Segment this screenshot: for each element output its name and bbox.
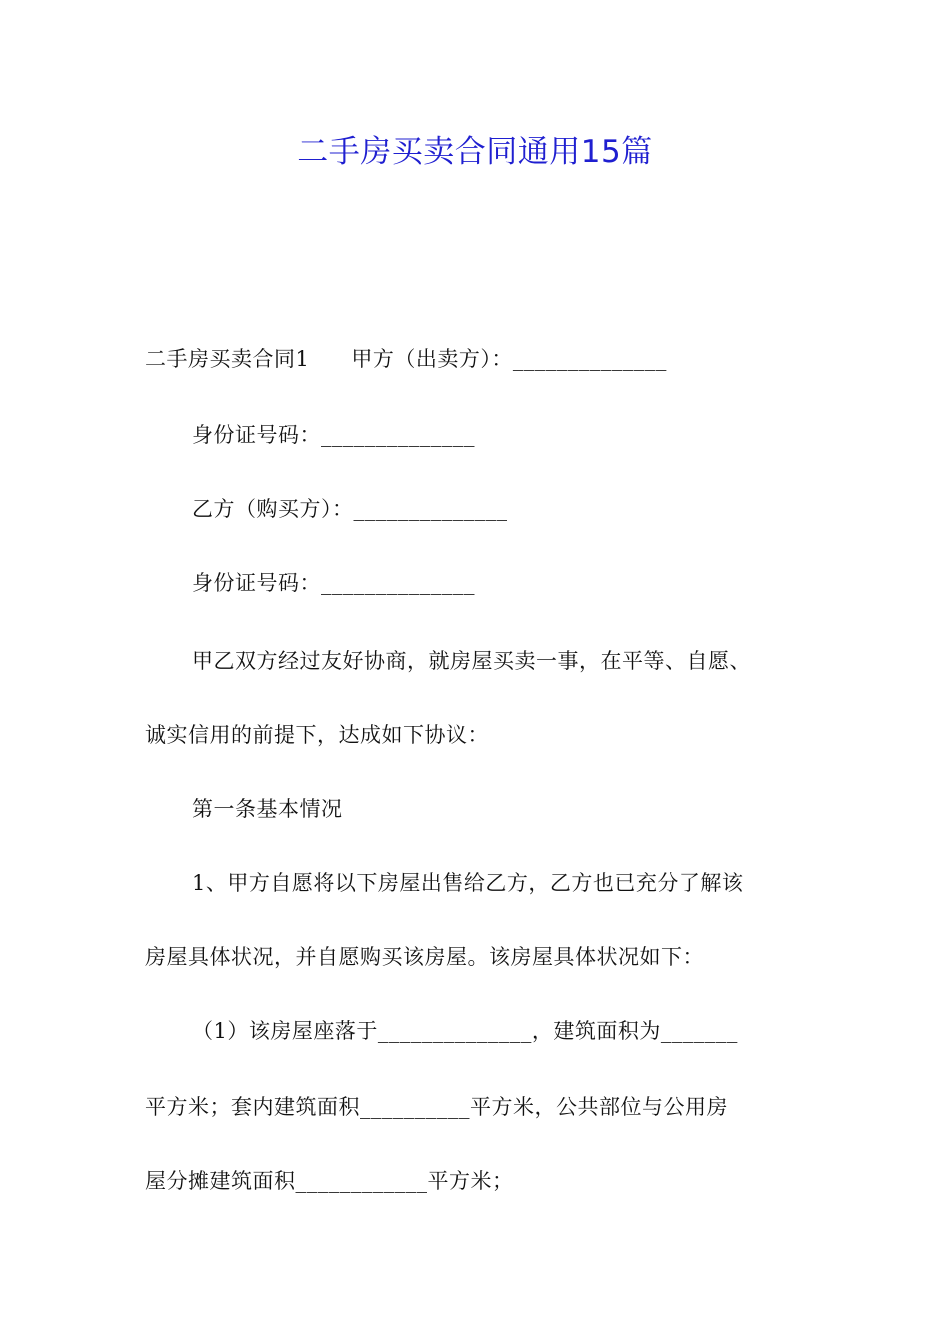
paragraph-line: 1、甲方自愿将以下房屋出售给乙方，乙方也已充分了解该 — [192, 871, 744, 895]
party-b-id-line: 身份证号码：______________ — [192, 571, 475, 595]
party-a-field: 甲方（出卖方）：______________ — [351, 347, 667, 371]
document-title: 二手房买卖合同通用15篇 — [297, 134, 653, 170]
paragraph-line: 平方米；套内建筑面积__________平方米，公共部位与公用房 — [145, 1095, 728, 1119]
party-b-line: 乙方（购买方）：______________ — [192, 497, 508, 521]
section-heading: 第一条基本情况 — [192, 797, 343, 821]
paragraph-line: 甲乙双方经过友好协商，就房屋买卖一事，在平等、自愿、 — [192, 649, 751, 673]
contract-number: 二手房买卖合同1 — [145, 347, 310, 371]
paragraph-line: 屋分摊建筑面积____________平方米； — [145, 1169, 514, 1193]
paragraph-line: 房屋具体状况，并自愿购买该房屋。该房屋具体状况如下： — [145, 945, 704, 969]
party-a-id-line: 身份证号码：______________ — [192, 423, 475, 447]
paragraph-line: （1）该房屋座落于______________，建筑面积为_______ — [192, 1019, 738, 1043]
paragraph-line: 诚实信用的前提下，达成如下协议： — [145, 723, 489, 747]
contract-heading-line — [145, 344, 845, 374]
